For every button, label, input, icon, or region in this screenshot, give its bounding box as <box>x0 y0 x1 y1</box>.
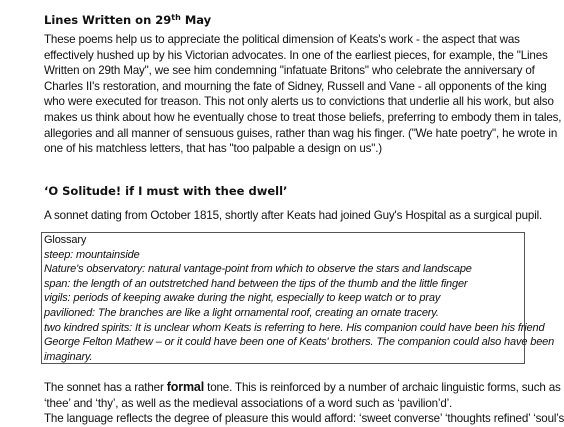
glossary-entry: pavilioned: The branches are like a light ornamental roof, creating an ornate tracery. <box>44 306 439 319</box>
paragraph-line: allegories and all manner of sensuous guises, rather than wag his finger. ("We hate poetry", he wrote in <box>44 126 558 140</box>
glossary-entry: span: the length of an outstretched hand between the tips of the thumb and the little finger <box>44 277 468 290</box>
paragraph-line: Charles II's restoration, and mourning the fate of Sidney, Russell and Vane - all opponents of the king <box>44 79 547 93</box>
glossary-entry: imaginary. <box>44 350 93 363</box>
paragraph-line: makes us think about how he eventually chose to treat those beliefs, preferring to embody them in tales, <box>44 110 562 124</box>
glossary-entry: steep: mountainside <box>44 248 140 261</box>
paragraph-political-dimension <box>44 32 562 157</box>
section-heading-lines-written <box>44 11 211 27</box>
text-run: The sonnet has a rather <box>44 381 167 394</box>
paragraph-line <box>44 380 561 396</box>
paragraph-line: ‘thee’ and ‘thy’, as well as the medieval associations of a word such as ‘pavilion’d’. <box>44 396 453 410</box>
glossary-entry: George Felton Mathew – or it could have been one of Keats' brothers. The companion could also have been <box>44 336 555 349</box>
emphasis-formal: formal <box>166 380 205 394</box>
paragraph-line: These poems help us to appreciate the political dimension of Keats's work - the aspect that was <box>44 33 520 46</box>
heading-text-end: May <box>180 13 212 27</box>
glossary-entry: two kindred spirits: It is unclear whom Keats is referring to here. His companion could have been his friend <box>44 321 545 334</box>
paragraph-line: The language reflects the degree of pleasure this would afford: ‘sweet converse’ ‘thoughts refined’ ‘soul’s <box>44 412 564 426</box>
sonnet-intro: A sonnet dating from October 1815, shortly after Keats had joined Guy's Hospital as a surgical pupil. <box>44 209 543 222</box>
paragraph-line: Written on 29th May", we see him condemning "infatuate Britons" who celebrate the anniversary of <box>44 64 535 78</box>
paragraph-line: who were executed for treason. This not only alerts us to convictions that underlie all his work, but also <box>44 95 554 109</box>
paragraph-formal-tone <box>44 380 564 427</box>
text-run: tone. This is reinforced by a number of archaic linguistic forms, such as <box>204 381 561 394</box>
section-heading-o-solitude: ‘O Solitude! if I must with thee dwell’ <box>44 184 288 198</box>
glossary-entry: vigils: periods of keeping awake during the night, especially to keep watch or to pray <box>44 292 441 305</box>
glossary-box <box>41 232 555 364</box>
paragraph-line: one of his matchless letters, that has "too palpable a design on us".) <box>44 142 383 156</box>
heading-superscript: th <box>171 13 181 22</box>
heading-text: Lines Written on 29 <box>44 13 172 27</box>
glossary-title: Glossary <box>44 234 87 246</box>
glossary-entry: Nature's observatory: natural vantage-point from which to observe the stars and landscape <box>44 263 472 276</box>
paragraph-line: effectively hushed up by his Victorian advocates. In one of the earliest pieces, for example, the "Lines <box>44 48 548 62</box>
